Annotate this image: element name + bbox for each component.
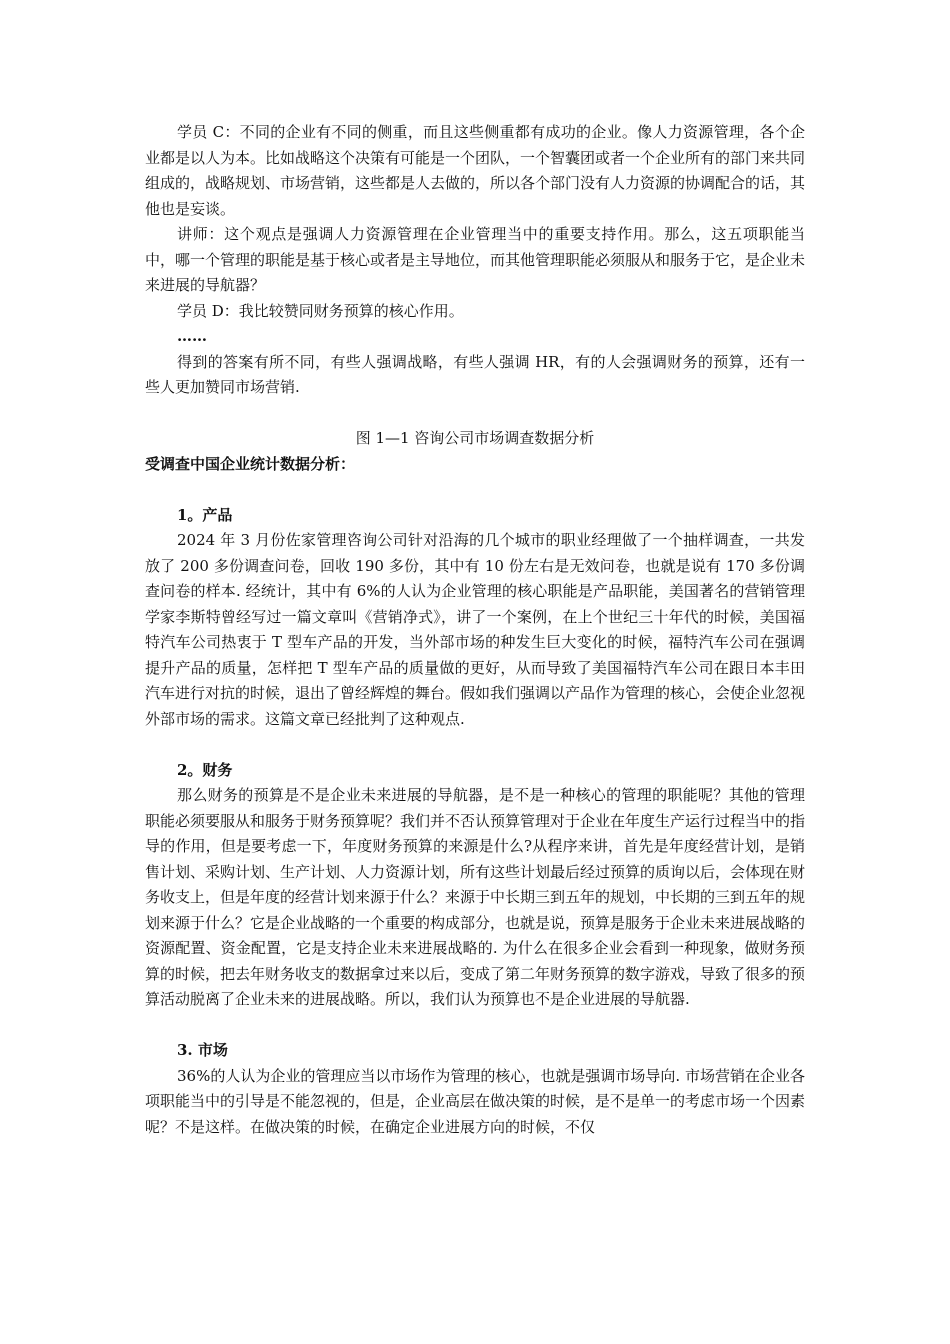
answers-summary: 得到的答案有所不同，有些人强调战略，有些人强调 HR，有的人会强调财务的预算，还有一些人更加赞同市场营销. xyxy=(145,352,805,396)
ellipsis-line: …… xyxy=(177,327,207,345)
section-body-product: 2024 年 3 月份佐家管理咨询公司针对沿海的几个城市的职业经理做了一个抽样调查，一共发放了 200 多份调查问卷，回收 190 多份，其中有 10 份左右是无效问卷，也就是说有 170 多份调查问卷的样本. 经统计，其中有 6%的人认为企业管理的核心职能是产品职能，美国著名的营销管理学家李斯特曾经写过一篇文章叫《营销净式》，讲了一个案例，在上个世纪三十年代的时候，美国福特汽车公司热衷于 T 型车产品的开发，当外部市场的种发生巨大变化的时候，福特汽车公司在强调提升产品的质量，怎样把 T 型车产品的质量做的更好，从而导致了美国福特汽车公司在跟日本丰田汽车进行对抗的时候，退出了曾经辉煌的舞台。假如我们强调以产品作为管理的核心，会使企业忽视外部市场的需求。这篇文章已经批判了这种观点. xyxy=(145,531,806,728)
analysis-title: 受调查中国企业统计数据分析： xyxy=(145,454,356,473)
section-heading-market: 3. 市场 xyxy=(177,1041,228,1059)
section-heading-finance: 2。财务 xyxy=(177,760,233,779)
figure-caption: 图 1—1 咨询公司市场调查数据分析 xyxy=(355,429,595,447)
dialogue-student-c: 学员 C：不同的企业有不同的侧重，而且这些侧重都有成功的企业。像人力资源管理，各个企业都是以人为本。比如战略这个决策有可能是一个团队，一个智囊团或者一个企业所有的部门来共同组成的，战略规划、市场营销，这些都是人去做的，所以各个部门没有人力资源的协调配合的话，其他也是妄谈。 xyxy=(145,123,806,218)
dialogue-lecturer: 讲师：这个观点是强调人力资源管理在企业管理当中的重要支持作用。那么，这五项职能当中，哪一个管理的职能是基于核心或者是主导地位，而其他管理职能必须服从和服务于它，是企业未来进展的导航器？ xyxy=(145,225,806,294)
spacer xyxy=(145,477,805,503)
section-heading-product: 1。产品 xyxy=(177,505,233,524)
document-page xyxy=(145,120,805,1140)
spacer xyxy=(145,1013,805,1039)
dialogue-student-d: 学员 D：我比较赞同财务预算的核心作用。 xyxy=(177,301,464,320)
spacer xyxy=(145,732,805,758)
section-body-finance: 那么财务的预算是不是企业未来进展的导航器，是不是一种核心的管理的职能呢？其他的管理职能必须要服从和服务于财务预算呢？我们并不否认预算管理对于企业在年度生产运行过程当中的指导的作用，但是要考虑一下，年度财务预算的来源是什么?从程序来讲，首先是年度经营计划，是销售计划、采购计划、生产计划、人力资源计划，所有这些计划最后经过预算的质询以后，会体现在财务收支上，但是年度的经营计划来源于什么？来源于中长期三到五年的规划，中长期的三到五年的规划来源于什么？它是企业战略的一个重要的构成部分，也就是说，预算是服务于企业未来进展战略的资源配置、资金配置，它是支持企业未来进展战略的. 为什么在很多企业会看到一种现象，做财务预算的时候，把去年财务收支的数据拿过来以后，变成了第二年财务预算的数字游戏，导致了很多的预算活动脱离了企业未来的进展战略。所以，我们认为预算也不是企业进展的导航器. xyxy=(145,786,806,1008)
spacer xyxy=(145,401,805,427)
section-body-market: 36%的人认为企业的管理应当以市场作为管理的核心，也就是强调市场导向. 市场营销在企业各项职能当中的引导是不能忽视的，但是，企业高层在做决策的时候，是不是单一的考虑市场一个因素呢？不是这样。在做决策的时候，在确定企业进展方向的时候，不仅 xyxy=(145,1066,806,1136)
